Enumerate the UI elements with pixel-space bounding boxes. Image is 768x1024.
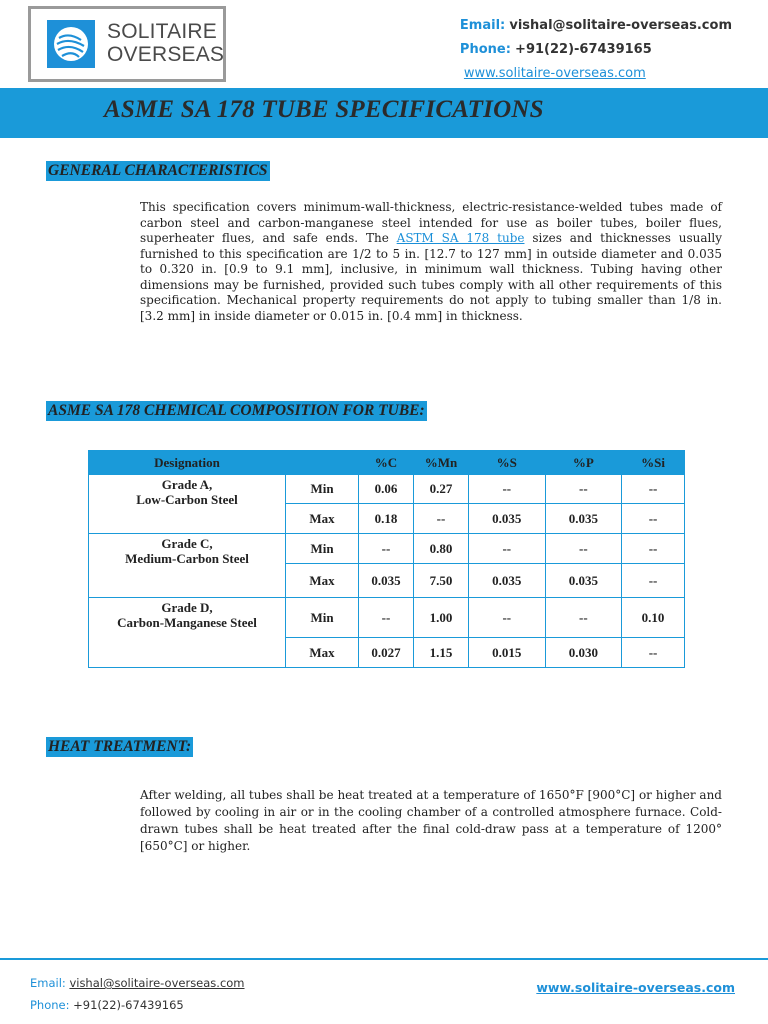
cell-mn: 7.50	[414, 564, 469, 598]
table-row	[89, 598, 685, 638]
header-contact	[460, 14, 732, 86]
cell-p: --	[545, 534, 622, 564]
cell-c: 0.18	[359, 504, 414, 534]
table-row	[89, 534, 685, 564]
grade-type: Carbon-Manganese Steel	[117, 615, 257, 630]
cell-mn: 1.15	[414, 638, 469, 668]
cell-c: 0.06	[359, 475, 414, 504]
grade-name: Grade A,	[161, 477, 213, 492]
general-heading: GENERAL CHARACTERISTICS	[48, 162, 268, 179]
cell-si: --	[622, 534, 685, 564]
cell-mn: --	[414, 504, 469, 534]
cell-si: 0.10	[622, 598, 685, 638]
page-title: ASME SA 178 TUBE SPECIFICATIONS	[104, 96, 544, 123]
cell-s: 0.035	[469, 504, 546, 534]
logo-line-1: SOLITAIRE	[107, 20, 217, 43]
general-text-2: sizes and thicknesses usually furnished to this specification are 1/2 to 5 in. [12.7 to 127 mm] in outside diameter and 0.035 to 0.320 in. [0.9 to 9.1 mm], inclusive, in minimum wall thickness. Tubing having other dimensions may be furnished, provided such tubes comply with all other requirements of this specification. Mechanical property requirements do not apply to tubing smaller than 1/8 in. [3.2 mm] in inside diameter or 0.015 in. [0.4 mm] in thickness.	[140, 231, 723, 323]
col-minmax	[286, 451, 359, 475]
header-website-link[interactable]: www.solitaire-overseas.com	[463, 66, 646, 81]
globe-logo-icon	[47, 20, 95, 68]
header-phone: +91(22)-67439165	[515, 42, 652, 57]
col-s: %S	[469, 451, 546, 475]
row-label: Max	[286, 564, 359, 598]
cell-s: --	[469, 475, 546, 504]
heat-paragraph: After welding, all tubes shall be heat treated at a temperature of 1650°F [900°C] or higher and followed by cooling in air or in the cooling chamber of a controlled atmosphere furnace. Cold-drawn tubes shall be heat treated after the final cold-draw pass at a temperature of 1200° [650°C] or higher.	[140, 788, 722, 853]
cell-si: --	[622, 475, 685, 504]
general-text-1: This specification covers minimum-wall-thickness, electric-resistance-welded tubes made of carbon steel and carbon-manganese steel intended for use as boiler tubes, boiler flues, superheater flues, and safe ends. The	[140, 200, 722, 245]
footer-email-label: Email:	[30, 976, 66, 990]
footer-phone: +91(22)-67439165	[73, 998, 184, 1012]
grade-cell	[89, 534, 286, 598]
grade-name: Grade C,	[161, 536, 213, 551]
cell-si: --	[622, 504, 685, 534]
cell-mn: 1.00	[414, 598, 469, 638]
chemical-heading: ASME SA 178 CHEMICAL COMPOSITION FOR TUBE:	[48, 402, 425, 419]
cell-p: --	[545, 475, 622, 504]
logo-wordmark	[107, 20, 224, 66]
cell-s: --	[469, 598, 546, 638]
table-row	[89, 475, 685, 504]
col-c: %C	[359, 451, 414, 475]
logo-line-2: OVERSEAS	[107, 43, 225, 66]
heat-heading: HEAT TREATMENT:	[48, 738, 192, 755]
footer-divider	[0, 958, 768, 960]
footer-website-link[interactable]: www.solitaire-overseas.com	[536, 980, 735, 995]
row-label: Max	[286, 638, 359, 668]
cell-p: 0.035	[545, 564, 622, 598]
grade-cell	[89, 598, 286, 668]
footer-email-row	[30, 972, 245, 994]
header-email-label: Email:	[459, 18, 506, 33]
cell-p: 0.030	[545, 638, 622, 668]
cell-p: --	[545, 598, 622, 638]
footer-phone-label: Phone:	[30, 998, 70, 1012]
row-label: Min	[286, 598, 359, 638]
cell-p: 0.035	[545, 504, 622, 534]
cell-c: 0.027	[359, 638, 414, 668]
cell-c: --	[359, 598, 414, 638]
col-designation: Designation	[89, 451, 286, 475]
footer-contact	[30, 972, 245, 1016]
footer-phone-row	[30, 994, 245, 1016]
cell-mn: 0.80	[414, 534, 469, 564]
title-banner	[0, 88, 768, 138]
header-phone-label: Phone:	[459, 42, 511, 57]
table-header-row	[89, 451, 685, 475]
grade-cell	[89, 475, 286, 534]
header-email[interactable]: vishal@solitaire-overseas.com	[509, 18, 732, 33]
cell-s: --	[469, 534, 546, 564]
header-email-row	[460, 14, 732, 38]
cell-si: --	[622, 638, 685, 668]
astm-tube-link[interactable]: ASTM SA 178 tube	[396, 231, 525, 245]
grade-type: Medium-Carbon Steel	[125, 551, 249, 566]
col-mn: %Mn	[414, 451, 469, 475]
grade-name: Grade D,	[161, 600, 213, 615]
company-logo	[28, 6, 226, 82]
grade-type: Low-Carbon Steel	[136, 492, 238, 507]
cell-c: 0.035	[359, 564, 414, 598]
row-label: Max	[286, 504, 359, 534]
row-label: Min	[286, 475, 359, 504]
header-phone-row	[460, 38, 732, 62]
footer-email[interactable]: vishal@solitaire-overseas.com	[69, 976, 245, 990]
chemical-composition-table	[88, 450, 685, 668]
cell-si: --	[622, 564, 685, 598]
col-si: %Si	[622, 451, 685, 475]
cell-c: --	[359, 534, 414, 564]
cell-mn: 0.27	[414, 475, 469, 504]
row-label: Min	[286, 534, 359, 564]
general-paragraph	[140, 200, 722, 324]
cell-s: 0.015	[469, 638, 546, 668]
col-p: %P	[545, 451, 622, 475]
cell-s: 0.035	[469, 564, 546, 598]
